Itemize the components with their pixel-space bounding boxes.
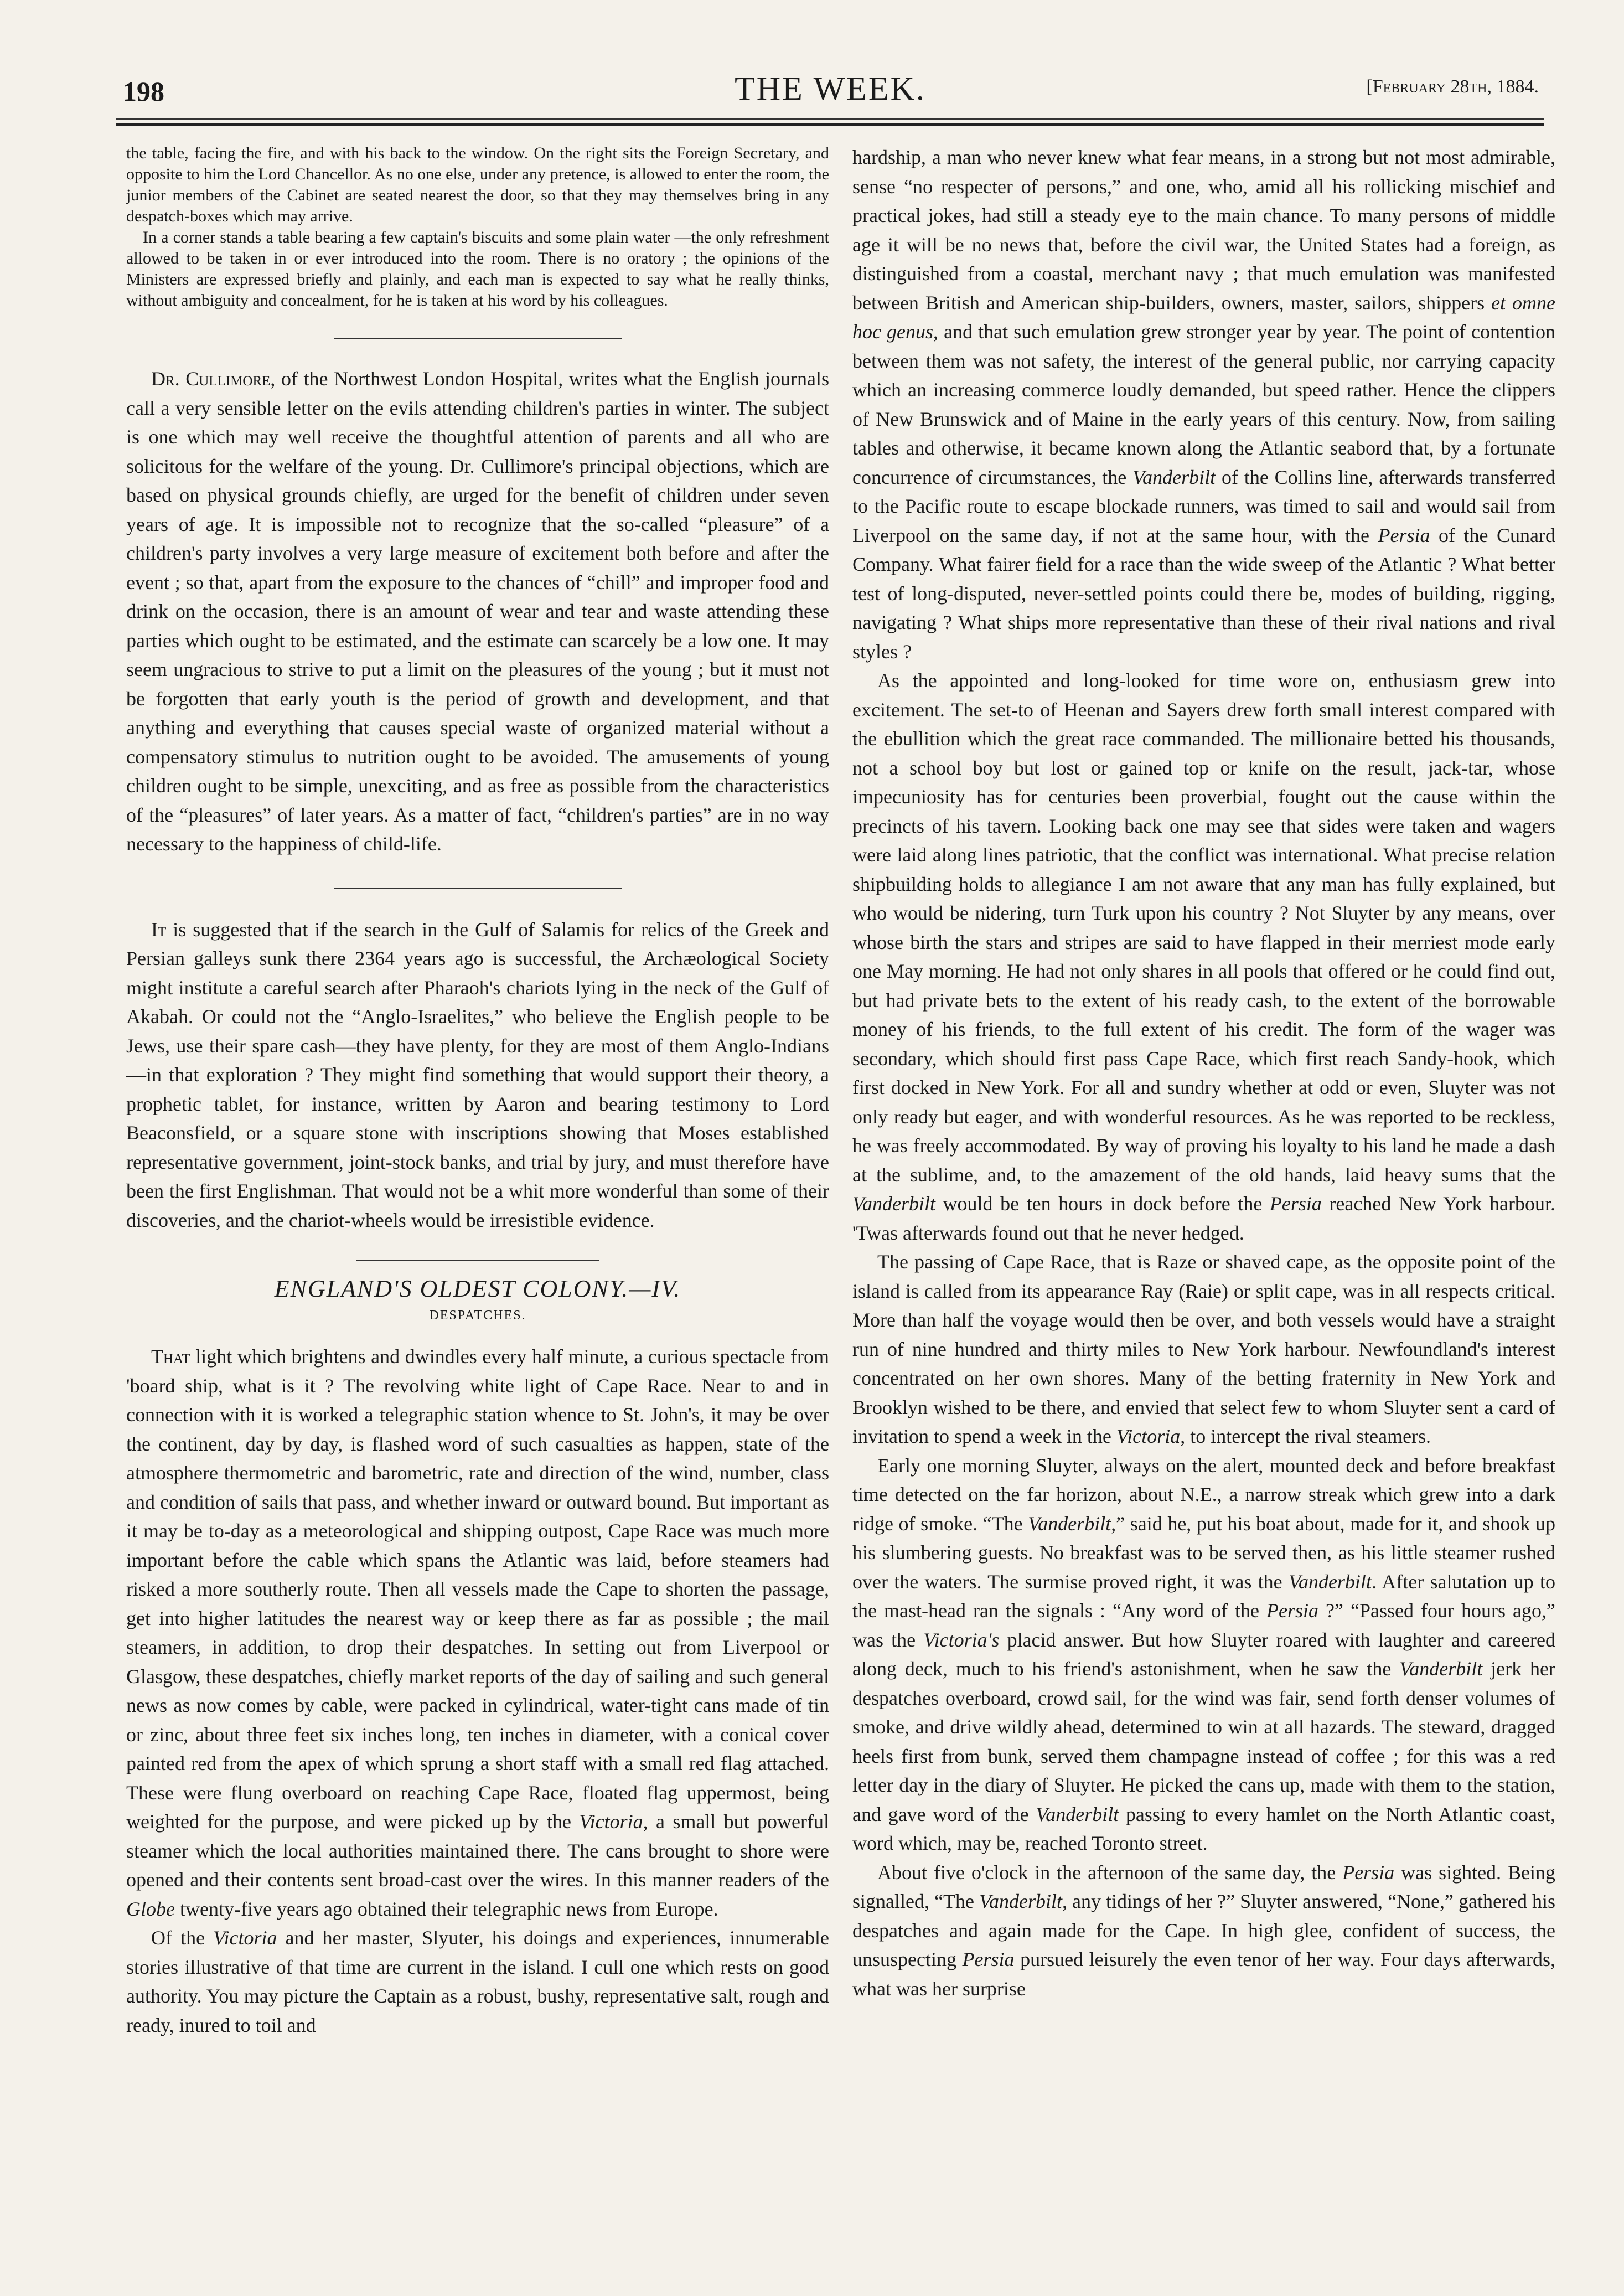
body-paragraph: As the appointed and long-looked for time wore on, enthusiasm grew into excitement. The set-to of Heenan and Sayers drew forth small interest compared with the ebullition which the great race commanded. The millionaire betted his thousands, not a school boy but lost or gained top or knife on the result, jack-tar, whose impecuniosity has for centuries been proverbial, fought out the cause within the precincts of his tavern. Looking back one may see that sides were taken and wagers were laid along lines patriotic, that the conflict was international. What precise relation shipbuilding holds to allegiance I am not aware that any man has fully explained, but who would be nidering, turn Turk upon his country ? Not Sluyter by any means, over whose birth the stars and stripes are said to have flapped in their merriest mode early one May morning. He had not only shares in all pools that offered or he could find out, but had private bets to the extent of his ready cash, to the extent of the borrowable money of his friends, to the full extent of his credit. The form of the wager was secondary, which should first pass Cape Race, which first reach Sandy-hook, which first docked in New York. For all and sundry whether at odd or even, Sluyter was not only ready but eager, and with wonderful resources. As he was reported to be reckless, he was freely accommodated. By way of proving his loyalty to his land he made a dash at the sublime, and, to the amazement of the old hands, laid heavy sums that the Vanderbilt would be ten hours in dock before the Persia reached New York harbour. 'Twas afterwards found out that he never hedged. [852,669,1555,1244]
article-subtitle: DESPATCHES. [429,1308,526,1323]
body-paragraph: It is suggested that if the search in the Gulf of Salamis for relics of the Greek and Persian galleys sunk there 2364 years ago is successful, the Archæological Society might institute a careful search after Pharaoh's chariots lying in the neck of the Gulf of Akabah. Or could not the “Anglo-Israelites,” who believe the English people to be Jews, use their spare cash—they have plenty, for they are most of them Anglo-Indians—in that exploration ? They might find something that would support their theory, a prophetic tablet, for instance, written by Aaron and bearing testimony to Lord Beaconsfield, or a square stone with inscriptions showing that Moses established representative government, joint-stock banks, and trial by jury, and must therefore have been the first Englishman. That would not be a whit more wonderful than some of their discoveries, and the chariot-wheels would be irresistible evidence. [126,918,829,1231]
excerpt-paragraph: In a corner stands a table bearing a few captain's biscuits and some plain water —the only refreshment allowed to be taken in or ever introduced into the room. There is no oratory ; the opinions of the Ministers are expressed briefly and plainly, and each man is expected to say what he really thinks, without ambiguity and concealment, for he is taken at his word by his colleagues. [126,228,829,309]
page-header [116,65,1544,110]
header-rule-top [116,118,1544,120]
section-divider [334,338,622,339]
body-paragraph: The passing of Cape Race, that is Raze or shaved cape, as the opposite point of the island is called from its appearance Ray (Raie) or split cape, was in all respects critical. More than half the voyage would then be over, and both vessels would have a straight run of nine hundred and thirty miles to New York harbour. Newfoundland's interest concentrated on her own shores. Many of the betting fraternity in New York and Brooklyn wished to be there, and envied that select few to whom Sluyter sent a card of invitation to spend a week in the Victoria, to intercept the rival steamers. [852,1251,1555,1447]
article-title: ENGLAND'S OLDEST COLONY.—IV. [274,1275,681,1302]
body-paragraph: About five o'clock in the afternoon of the same day, the Persia was sighted. Being signalled, “The Vanderbilt, any tidings of her ?” Sluyter answered, “None,” gathered his despatches and again made for the Cape. In high glee, confident of success, the unsuspecting Persia pursued leisurely the even tenor of her way. Four days afterwards, what was her surprise [852,1861,1555,2000]
section-divider [334,888,622,889]
despatches-section [126,1342,829,2040]
excerpt-paragraph: the table, facing the fire, and with his back to the window. On the right sits the Foreign Secretary, and opposite to him the Lord Chancellor. As no one else, under any pretence, is allowed to enter the room, the junior members of the Cabinet are seated nearest the door, so that they may themselves bring in any despatch-boxes which may arrive. [126,144,829,225]
header-rule-bottom [116,123,1544,126]
lead-words: Dr. Cullimore [151,368,271,390]
lead-words: That [151,1345,190,1368]
body-paragraph: Of the Victoria and her master, Slyuter, his doings and experiences, innumerable stories illustrative of that time are current in the island. I cull one which rests on good authority. You may picture the Captain as a robust, bushy, representative salt, rough and ready, inured to toil and [126,1927,830,2036]
left-column [126,143,829,2040]
issue-date: [February 28th, 1884. [1366,76,1539,97]
section-divider [356,1260,599,1261]
body-paragraph: hardship, a man who never knew what fear means, in a strong but not most admirable, sense “no respecter of persons,” and one, who, amid all his rollicking mischief and practical jokes, had still a steady eye to the main chance. To many persons of middle age it will be no news that, before the civil war, the United States had a foreign, as distinguished from a coastal, merchant navy ; that much emulation was manifested between British and American ship-builders, owners, master, sailors, shippers et omne hoc genus, and that such emulation grew stronger year by year. The point of contention between them was not safety, the interest of the general public, nor carrying capacity which an increasing commerce loudly demanded, but speed rather. Hence the clippers of New Brunswick and of Maine in the early years of this century. Now, from sailing tables and otherwise, it became known along the Atlantic seabord that, by a fortunate concurrence of circumstances, the Vanderbilt of the Collins line, afterwards transferred to the Pacific route to escape blockade runners, was timed to sail and would sail from Liverpool on the same day, if not at the same hour, with the Persia of the Cunard Company. What fairer field for a race than the wide sweep of the Atlantic ? What better test of long-disputed, never-settled points could there be, modes of building, rigging, navigating ? What ships more representative than these of their rival nations and rival styles ? [852,146,1556,663]
page-number: 198 [123,76,164,107]
right-column [852,143,1555,2003]
lead-words: It [151,918,167,941]
journal-title: THE WEEK. [735,70,926,107]
cullimore-section [126,364,829,859]
body-paragraph: Early one morning Sluyter, always on the alert, mounted deck and before breakfast time detected on the far horizon, about N.E., a narrow streak which grew into a dark ridge of smoke. “The Vanderbilt,” said he, put his boat about, made for it, and shook up his slumbering guests. No breakfast was to be served then, as his little steamer rushed over the waters. The surmise proved right, it was the Vanderbilt. After salutation up to the mast-head ran the signals : “Any word of the Persia ?” “Passed four hours ago,” was the Victoria's placid answer. But how Sluyter roared with laughter and careered along deck, much to his friend's astonishment, when he saw the Vanderbilt jerk her despatches overboard, crowd sail, for the wind was fair, send forth denser volumes of smoke, and drive wildly ahead, determined to win at all hazards. The steward, dragged heels first from bunk, served them champagne instead of coffee ; for this was a red letter day in the diary of Sluyter. He picked the cans up, made with them to the station, and gave word of the Vanderbilt passing to every hamlet on the North Atlantic coast, word which, may be, reached Toronto street. [852,1454,1556,1854]
salamis-section [126,915,829,1235]
cabinet-excerpt [126,143,829,311]
body-paragraph: That light which brightens and dwindles every half minute, a curious spectacle from 'board ship, what is it ? The revolving white light of Cape Race. Near to and in connection with it is worked a telegraphic station whence to St. John's, it may be over the continent, day by day, is flashed word of such casualties as happen, state of the atmosphere thermometric and barometric, rate and direction of the wind, number, class and condition of sails that pass, and whether inward or outward bound. But important as it may be to-day as a meteorological and shipping outpost, Cape Race was much more important before the cable which spans the Atlantic was laid, before steamers had risked a more southerly route. Then all vessels made the Cape to shorten the passage, get into higher latitudes the nearest way or keep there as far as possible ; the mail steamers, in addition, to drop their despatches. In setting out from Liverpool or Glasgow, these despatches, chiefly market reports of the day of sailing and such general news as now comes by cable, were packed in cylindrical, water-tight cans made of tin or zinc, about three feet six inches long, ten inches in diameter, with a conical cover painted red from the apex of which sprung a short staff with a small red flag attached. These were flung overboard on reaching Cape Race, floated flag uppermost, being weighted for the purpose, and were picked up by the Victoria, a small but powerful steamer which the local authorities maintained there. The cans brought to shore were opened and their contents sent broad-cast over the wires. In this manner readers of the Globe twenty-five years ago obtained their telegraphic news from Europe. [126,1345,829,1920]
despatches-continued [852,143,1555,2003]
body-paragraph: Dr. Cullimore, of the Northwest London Hospital, writes what the English journals call a very sensible letter on the evils attending children's parties in winter. The subject is one which may well receive the thoughtful attention of parents and all who are solicitous for the welfare of the young. Dr. Cullimore's principal objections, which are based on physical grounds chiefly, are urged for the benefit of children under seven years of age. It is impossible not to recognize that the so-called “pleasure” of a children's party involves a very large measure of excitement both before and after the event ; so that, apart from the exposure to the chances of “chill” and improper food and drink on the occasion, there is an amount of wear and tear and waste attending these parties which ought to be estimated, and the estimate can scarcely be a low one. It may seem ungracious to strive to put a limit on the pleasures of the young ; but it must not be forgotten that early youth is the period of growth and development, and that anything and everything that causes special waste of organized material without a compensatory stimulus to nutrition ought to be avoided. The amusements of young children ought to be simple, unexciting, and as free as possible from the characteristics of the “pleasures” of later years. As a matter of fact, “children's parties” are in no way necessary to the happiness of child-life. [126,368,829,855]
